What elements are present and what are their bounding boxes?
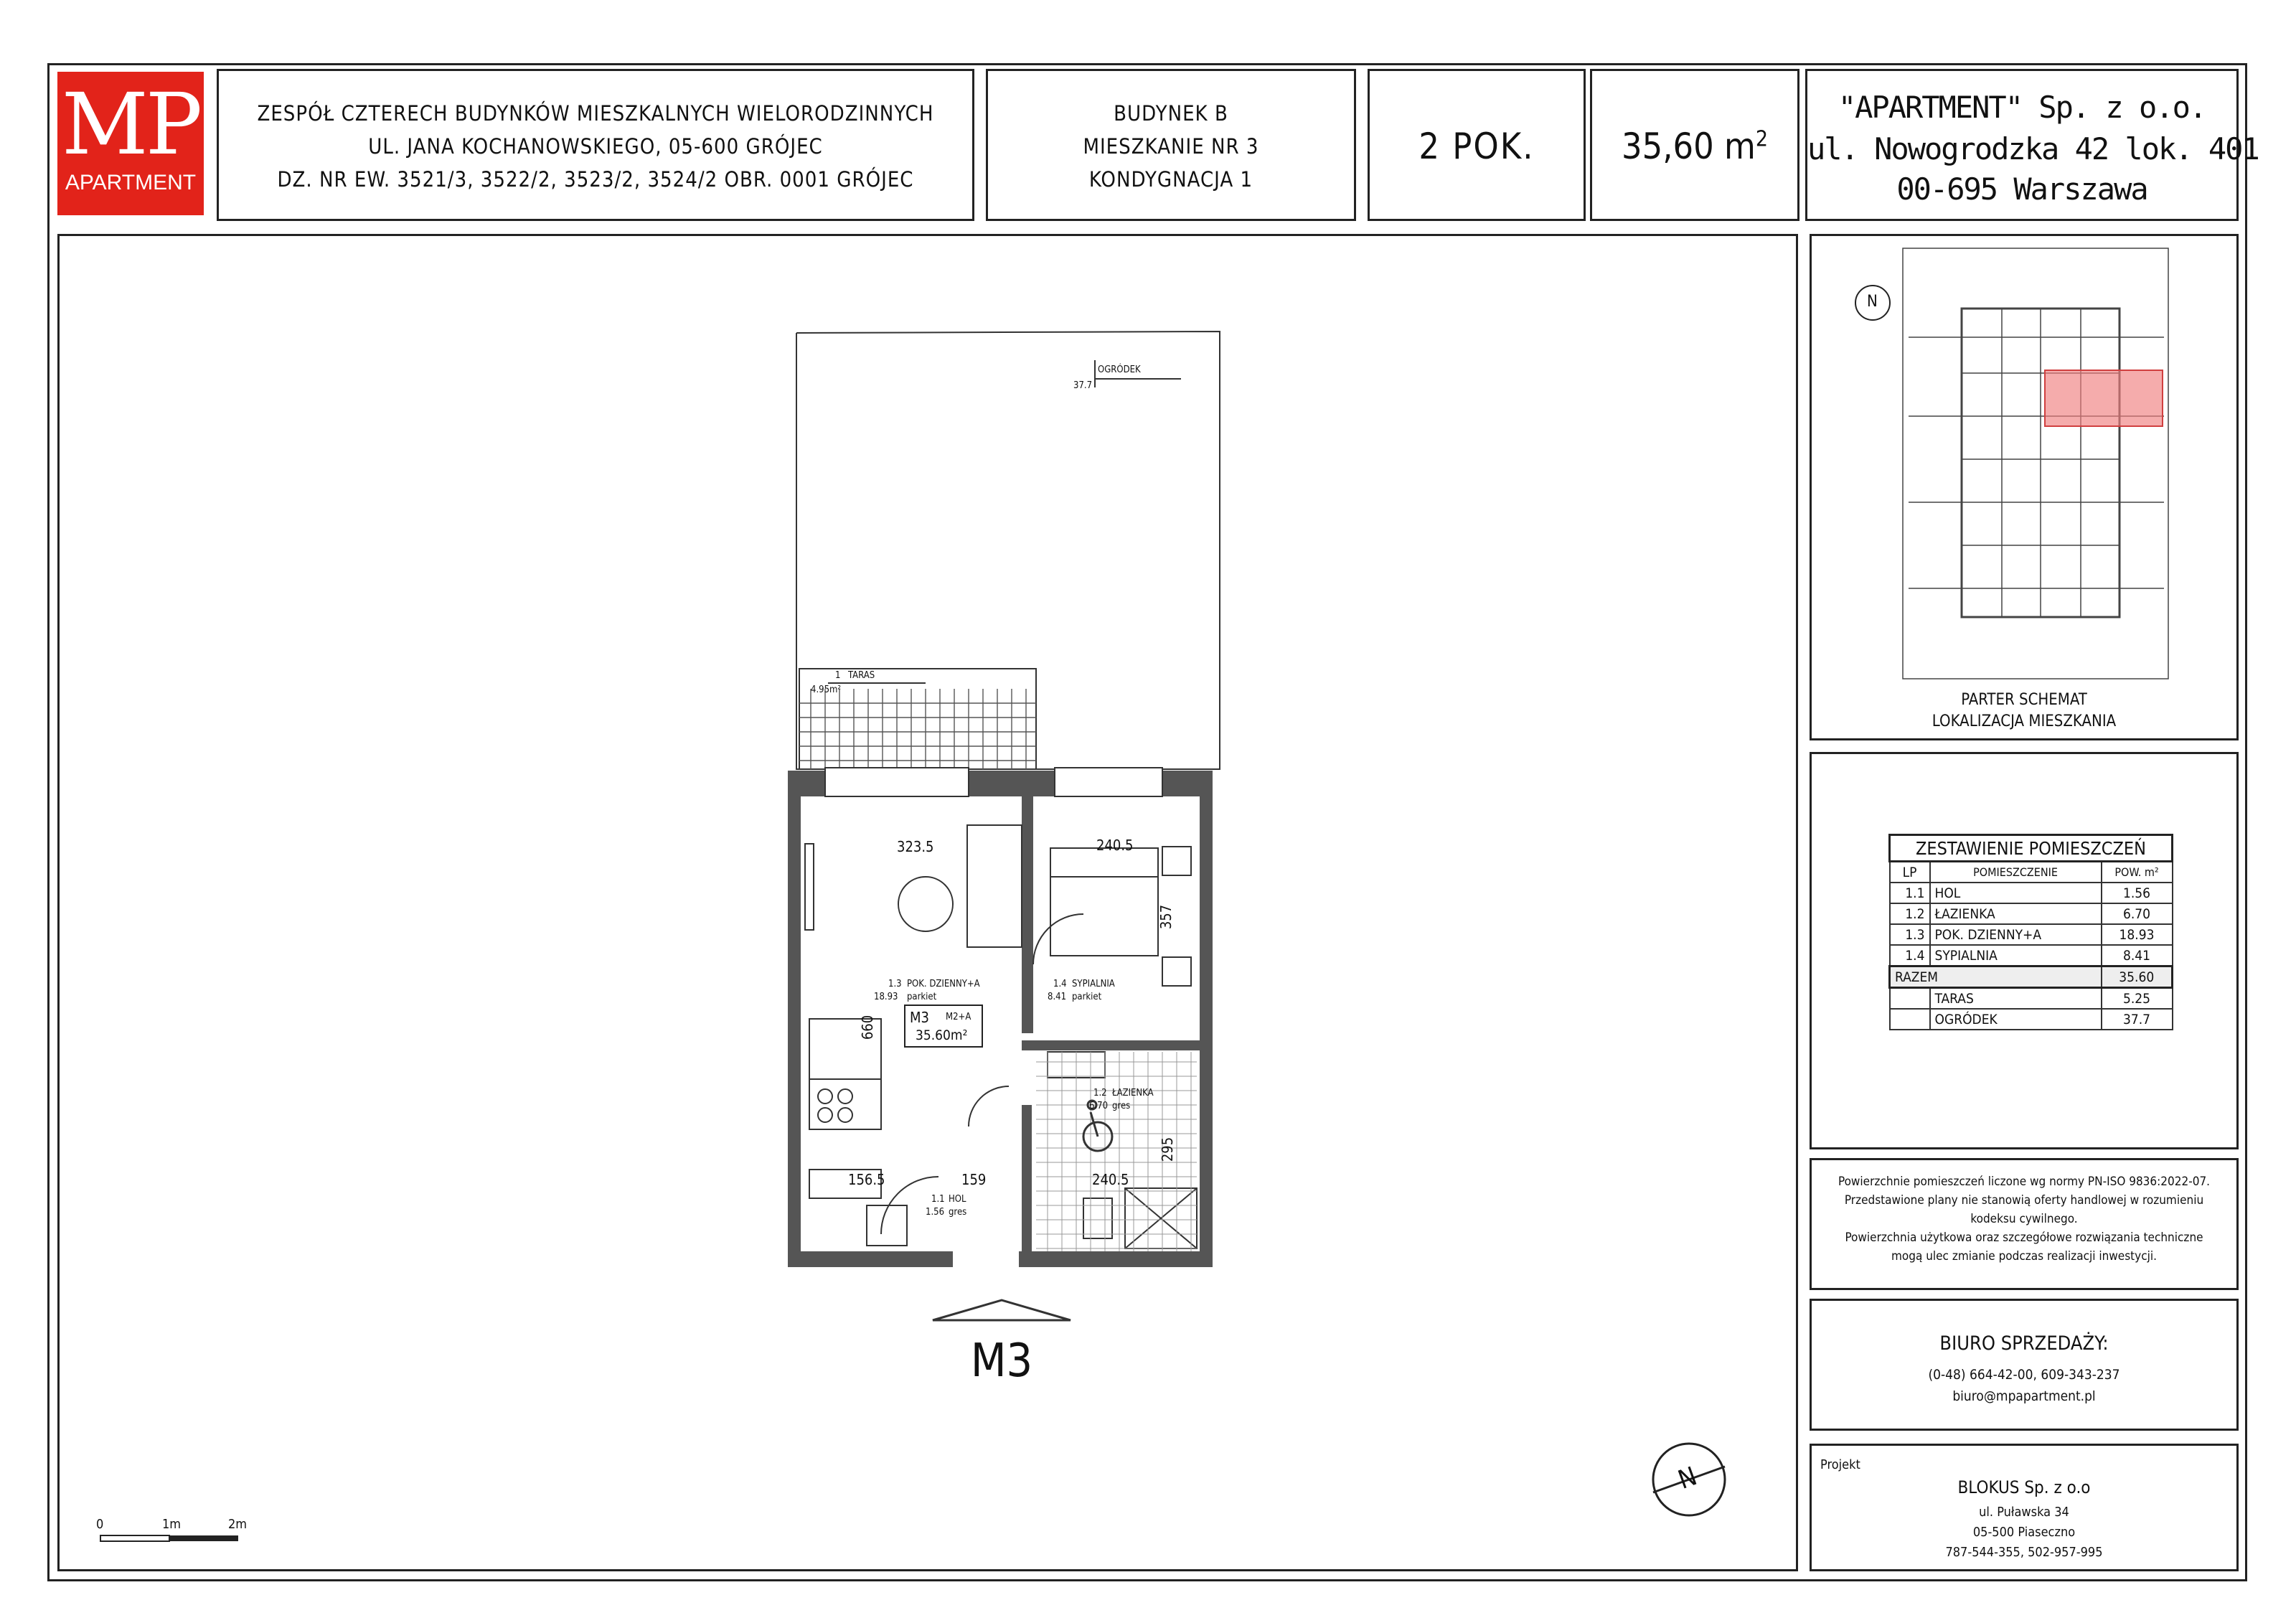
designer-street: ul. Puławska 34 [1979, 1505, 2069, 1520]
total-area: 35.60 [2102, 966, 2173, 988]
bedroom-floor: parkiet [1072, 992, 1102, 1002]
project-line-3: DZ. NR EW. 3521/3, 3522/2, 3523/2, 3524/2 OBR. 0001 GRÓJEC [277, 167, 914, 192]
bed [1050, 848, 1158, 956]
developer-name: "APARTMENT" Sp. z o.o. [1838, 90, 2206, 125]
row-name: SYPIALNIA [1930, 945, 2102, 966]
right-wall [1200, 771, 1213, 1266]
dim-bathroom-depth: 295 [1159, 1137, 1177, 1162]
row-lp: 1.2 [1890, 903, 1930, 924]
terrace-number: 1 [835, 670, 841, 681]
sales-title: BIURO SPRZEDAŻY: [1939, 1332, 2109, 1355]
garden-label: OGRÓDEK [1098, 364, 1141, 375]
row-name: HOL [1930, 883, 2102, 903]
bottom-wall-right [1019, 1251, 1213, 1267]
bedroom-partition [1022, 796, 1033, 1033]
bottom-wall-left [788, 1251, 953, 1267]
wardrobe [867, 1205, 907, 1246]
bathroom-top-wall [1022, 1040, 1200, 1050]
bathroom-left-wall [1022, 1105, 1032, 1256]
hall-number: 1.1 [931, 1194, 945, 1205]
living-label: POK. DZIENNY+A [907, 979, 980, 989]
dim-bathroom-width: 240.5 [1092, 1171, 1129, 1188]
living-number: 1.3 [888, 979, 902, 989]
rooms-count: 2 POK. [1418, 126, 1535, 167]
living-area: 18.93 [874, 992, 898, 1002]
note-line-3: kodeksu cywilnego. [1970, 1212, 2078, 1226]
row-lp: 1.3 [1890, 924, 1930, 945]
living-floor: parkiet [907, 992, 937, 1002]
logo-apartment-text: APARTMENT [65, 171, 197, 194]
bedroom-window [1055, 768, 1162, 796]
room-table-title: ZESTAWIENIE POMIESZCZEŃ [1890, 835, 2173, 862]
unit-area: 35.60m² [916, 1027, 968, 1043]
extra-area: 37.7 [2102, 1009, 2173, 1030]
total-label: RAZEM [1890, 966, 2102, 988]
dim-bedroom-width: 240.5 [1096, 837, 1134, 854]
key-plan-title-1: PARTER SCHEMAT [1961, 691, 2087, 709]
hall-floor: gres [949, 1207, 967, 1218]
left-wall [788, 771, 801, 1266]
burner-2 [838, 1089, 852, 1104]
project-line-2: UL. JANA KOCHANOWSKIEGO, 05-600 GRÓJEC [368, 134, 823, 159]
hall-label: HOL [949, 1194, 966, 1205]
note-line-1: Powierzchnie pomieszczeń liczone wg normy PN-ISO 9836:2022-07. [1838, 1175, 2211, 1189]
developer-street: ul. Nowogrodzka 42 lok. 401 [1807, 131, 2259, 166]
toilet [1083, 1198, 1112, 1238]
developer-city: 00-695 Warszawa [1896, 171, 2147, 207]
sales-phones: (0-48) 664-42-00, 609-343-237 [1928, 1367, 2120, 1383]
terrace-paving-rows [799, 703, 1036, 761]
entrance-arrow-icon [933, 1300, 1071, 1320]
floor-label: KONDYGNACJA 1 [1088, 167, 1253, 192]
extra-name: TARAS [1930, 988, 2102, 1010]
keyplan-north-label: N [1867, 293, 1878, 311]
area-superscript: 2 [1755, 126, 1768, 152]
unit-type: M2+A [946, 1012, 971, 1022]
nightstand-top [1162, 847, 1191, 875]
hall-area: 1.56 [926, 1207, 945, 1218]
side-window-left [805, 844, 814, 930]
designer-label: Projekt [1820, 1457, 1860, 1472]
note-line-2: Przedstawione plany nie stanowią oferty handlowej w rozumieniu [1844, 1193, 2204, 1208]
row-lp: 1.4 [1890, 945, 1930, 966]
col-lp: LP [1890, 862, 1930, 883]
row-area: 6.70 [2102, 903, 2173, 924]
row-area: 8.41 [2102, 945, 2173, 966]
unit-code: M3 [910, 1009, 929, 1026]
note-line-4: Powierzchnia użytkowa oraz szczegółowe rozwiązania techniczne [1845, 1231, 2203, 1245]
bathroom-number: 1.2 [1093, 1088, 1107, 1099]
extra-area: 5.25 [2102, 988, 2173, 1010]
extra-name: OGRÓDEK [1930, 1009, 2102, 1030]
dim-kitchen: 156.5 [848, 1171, 885, 1188]
dining-table [898, 877, 953, 931]
designer-city: 05-500 Piaseczno [1972, 1525, 2076, 1540]
scale-label-0: 0 [96, 1517, 104, 1532]
nightstand-bottom [1162, 957, 1191, 986]
col-area: POW. m² [2102, 862, 2173, 883]
dim-bedroom-depth: 357 [1157, 904, 1175, 930]
key-plan-drawing [1903, 248, 2168, 679]
note-line-5: mogą ulec zmianie podczas realizacji inwestycji. [1891, 1249, 2157, 1264]
burner-3 [818, 1108, 832, 1122]
terrace-area: 4.95m² [811, 685, 842, 695]
designer-name: BLOKUS Sp. z o.o [1957, 1477, 2091, 1497]
dim-living-width: 323.5 [897, 838, 934, 855]
row-name: ŁAZIENKA [1930, 903, 2102, 924]
scale-label-2m: 2m [228, 1517, 248, 1532]
row-lp: 1.1 [1890, 883, 1930, 903]
scale-label-1m: 1m [162, 1517, 182, 1532]
apartment-number: MIESZKANIE NR 3 [1083, 134, 1259, 159]
terrace-paving [811, 689, 1026, 769]
terrace-label: TARAS [848, 670, 875, 681]
key-plan-title-2: LOKALIZACJA MIESZKANIA [1932, 712, 2117, 730]
bedroom-number: 1.4 [1053, 979, 1067, 989]
entrance-label: M3 [970, 1335, 1033, 1388]
burner-4 [838, 1108, 852, 1122]
bedroom-label: SYPIALNIA [1072, 979, 1115, 989]
building-label: BUDYNEK B [1114, 101, 1228, 126]
dim-living-depth: 660 [859, 1015, 877, 1040]
project-line-1: ZESPÓŁ CZTERECH BUDYNKÓW MIESZKALNYCH WIELORODZINNYCH [257, 101, 934, 126]
sales-email[interactable]: biuro@mpapartment.pl [1952, 1388, 2096, 1404]
col-room: POMIESZCZENIE [1930, 862, 2102, 883]
bathroom-label: ŁAZIENKA [1112, 1088, 1154, 1099]
garden-area: 37.7 [1073, 380, 1093, 391]
door-swing-bath [969, 1086, 1009, 1126]
row-area: 1.56 [2102, 883, 2173, 903]
sofa [967, 825, 1022, 947]
row-area: 18.93 [2102, 924, 2173, 945]
living-window [825, 768, 969, 796]
burner-1 [818, 1089, 832, 1104]
bedroom-area: 8.41 [1048, 992, 1067, 1002]
scale-bar [100, 1535, 238, 1541]
door-swing-bedroom [1033, 914, 1083, 964]
designer-phones: 787-544-355, 502-957-995 [1945, 1545, 2103, 1560]
dim-hall: 159 [961, 1171, 987, 1188]
row-name: POK. DZIENNY+A [1930, 924, 2102, 945]
apartment-location-highlight [2045, 370, 2163, 426]
area-number: 35,60 m [1621, 126, 1756, 167]
bathroom-area: 6.70 [1089, 1101, 1109, 1111]
bathroom-floor: gres [1112, 1101, 1131, 1111]
logo-mp-text: MP [61, 75, 200, 174]
unit-tag [904, 1005, 983, 1048]
north-label: N [1674, 1462, 1701, 1495]
